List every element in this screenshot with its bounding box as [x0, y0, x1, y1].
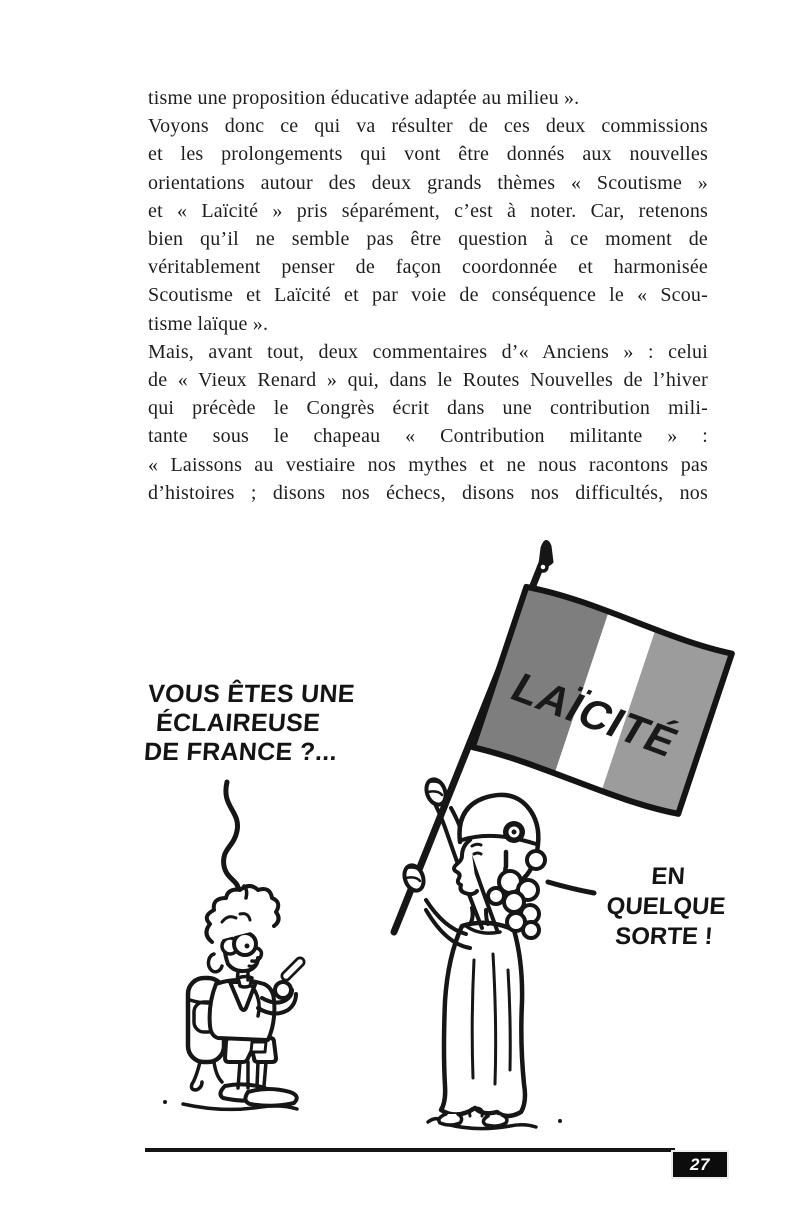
- cartoon-illustration: [0, 530, 787, 1150]
- page-number-box: [671, 1150, 729, 1179]
- page-number: 27: [690, 1154, 710, 1174]
- text-line: de « Vieux Renard » qui, dans le Routes Nouvelles de l’hiver: [148, 369, 708, 392]
- marianne-figure: [401, 777, 562, 1129]
- text-line: véritablement penser de façon coordonnée et harmonisée: [148, 256, 708, 279]
- french-flag: [465, 572, 739, 828]
- text-line: et « Laïcité » pris séparément, c’est à noter. Car, retenons: [148, 199, 708, 222]
- footer-rule: [145, 1148, 675, 1152]
- text-line: « Laissons au vestiaire nos mythes et ne nous racontons pas: [148, 453, 708, 476]
- scout-speech-text: [143, 680, 356, 767]
- body-text: [148, 84, 708, 507]
- marianne-speech-line2: SORTE !: [614, 923, 714, 950]
- text-line: orientations autour des deux grands thèmes « Scoutisme »: [148, 171, 708, 194]
- scout-figure: [163, 886, 300, 1109]
- text-line: tisme laïque ».: [148, 312, 269, 335]
- speech-tail-squiggle: [224, 782, 239, 899]
- marianne-speech-text: [585, 862, 747, 952]
- text-line: et les prolongements qui vont être donnés aux nouvelles: [148, 143, 708, 166]
- marianne-speech-line1: EN QUELQUE: [605, 863, 727, 920]
- text-line: Voyons donc ce qui va résulter de ces deux commissions: [148, 115, 708, 138]
- flag-label: LAÏCITÉ: [503, 664, 687, 766]
- text-line: d’histoires ; disons nos échecs, disons nos difficultés, nos: [148, 481, 708, 504]
- speech-pointer-line: [548, 882, 594, 893]
- text-line: tisme une proposition éducative adaptée au milieu ».: [148, 87, 580, 109]
- scout-speech-line1: VOUS ÊTES UNE: [147, 680, 356, 708]
- text-line: bien qu’il ne semble pas être question à ce moment de: [148, 228, 708, 251]
- text-line: qui précède le Congrès écrit dans une contribution mili-: [148, 397, 708, 420]
- cartoon: [0, 530, 787, 1150]
- scout-speech-line3: DE FRANCE ?...: [143, 738, 339, 766]
- scout-speech-line2: ÉCLAIREUSE: [155, 709, 322, 737]
- text-line: tante sous le chapeau « Contribution militante » :: [148, 425, 708, 448]
- text-line: Mais, avant tout, deux commentaires d’« Anciens » : celui: [148, 340, 708, 363]
- text-line: Scoutisme et Laïcité et par voie de conséquence le « Scou-: [148, 284, 708, 307]
